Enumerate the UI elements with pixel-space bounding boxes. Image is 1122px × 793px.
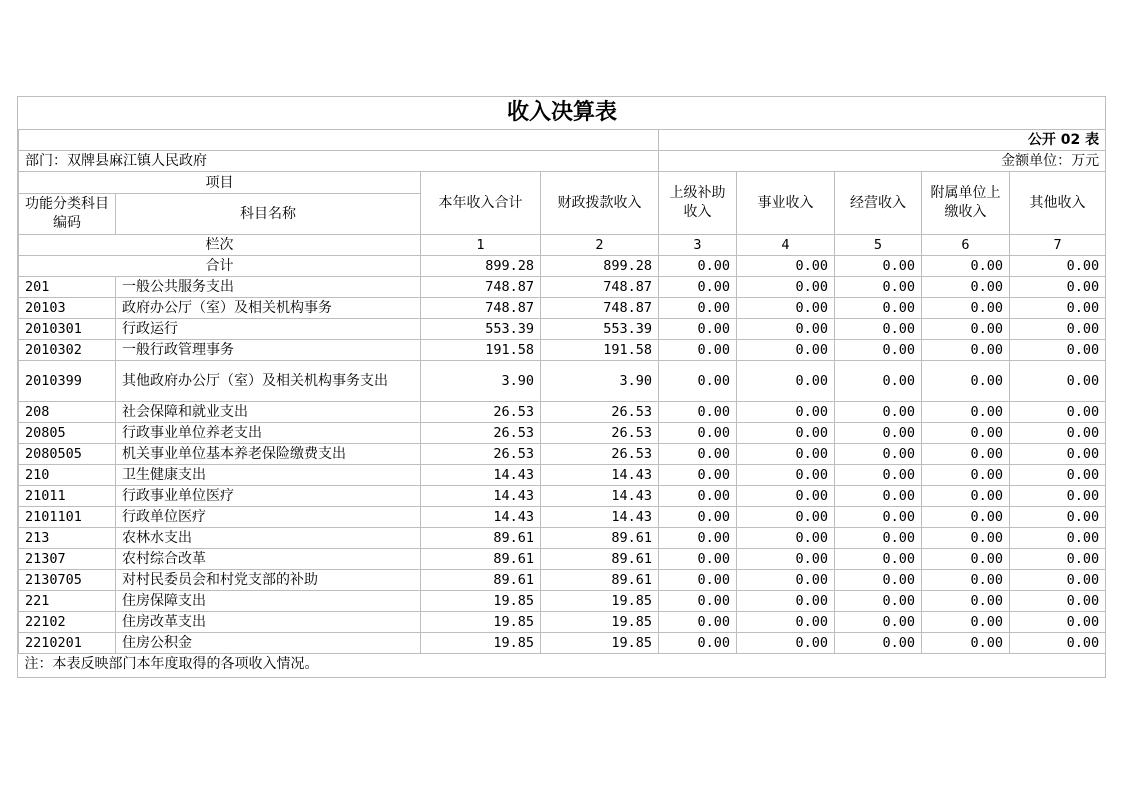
table-row — [19, 528, 1106, 549]
subject-name-cell: 行政运行 — [116, 319, 421, 340]
form-code: 公开 02 表 — [659, 130, 1106, 151]
amount-cell: 0.00 — [922, 507, 1010, 528]
amount-cell: 0.00 — [1010, 528, 1106, 549]
amount-cell: 0.00 — [737, 444, 835, 465]
amount-cell: 0.00 — [835, 402, 922, 423]
amount-cell: 14.43 — [541, 465, 659, 486]
amount-cell: 0.00 — [737, 402, 835, 423]
amount-cell: 3.90 — [541, 361, 659, 402]
function-code-cell: 2210201 — [19, 633, 116, 654]
amount-cell: 553.39 — [541, 319, 659, 340]
subject-name-cell: 行政单位医疗 — [116, 507, 421, 528]
amount-cell: 0.00 — [659, 486, 737, 507]
amount-cell: 0.00 — [922, 570, 1010, 591]
page-title: 收入决算表 — [19, 97, 1106, 130]
footnote: 注：本表反映部门本年度取得的各项收入情况。 — [19, 654, 1106, 675]
amount-cell: 0.00 — [737, 612, 835, 633]
amount-cell: 0.00 — [835, 528, 922, 549]
function-code-cell: 2010301 — [19, 319, 116, 340]
amount-cell: 0.00 — [922, 340, 1010, 361]
amount-cell: 89.61 — [541, 570, 659, 591]
amount-cell: 19.85 — [421, 591, 541, 612]
function-code-cell: 221 — [19, 591, 116, 612]
amount-cell: 0.00 — [1010, 507, 1106, 528]
function-code-cell: 22102 — [19, 612, 116, 633]
amount-cell: 0.00 — [922, 486, 1010, 507]
amount-cell: 0.00 — [922, 402, 1010, 423]
subject-name-cell: 住房公积金 — [116, 633, 421, 654]
other-income-header: 其他收入 — [1010, 172, 1106, 235]
amount-cell: 89.61 — [421, 528, 541, 549]
amount-cell: 0.00 — [1010, 277, 1106, 298]
amount-cell: 0.00 — [1010, 591, 1106, 612]
amount-cell: 0.00 — [835, 361, 922, 402]
amount-cell: 0.00 — [659, 298, 737, 319]
amount-cell: 0.00 — [659, 528, 737, 549]
amount-cell: 14.43 — [421, 486, 541, 507]
amount-cell: 0.00 — [922, 319, 1010, 340]
amount-cell: 191.58 — [421, 340, 541, 361]
subject-name-cell: 行政事业单位养老支出 — [116, 423, 421, 444]
total-value-cell: 0.00 — [659, 256, 737, 277]
total-value-cell: 0.00 — [835, 256, 922, 277]
total-income-header: 本年收入合计 — [421, 172, 541, 235]
subject-name-cell: 住房保障支出 — [116, 591, 421, 612]
column-index-cell: 3 — [659, 235, 737, 256]
table-row — [19, 591, 1106, 612]
amount-cell: 0.00 — [659, 465, 737, 486]
amount-cell: 0.00 — [835, 507, 922, 528]
amount-cell: 0.00 — [922, 298, 1010, 319]
amount-cell: 3.90 — [421, 361, 541, 402]
amount-cell: 26.53 — [421, 402, 541, 423]
amount-cell: 0.00 — [1010, 570, 1106, 591]
amount-cell: 0.00 — [737, 361, 835, 402]
amount-cell: 0.00 — [1010, 486, 1106, 507]
table-row — [19, 402, 1106, 423]
subject-name-cell: 农村综合改革 — [116, 549, 421, 570]
amount-cell: 19.85 — [421, 633, 541, 654]
amount-cell: 0.00 — [1010, 298, 1106, 319]
subject-name-cell: 机关事业单位基本养老保险缴费支出 — [116, 444, 421, 465]
table-row — [19, 319, 1106, 340]
function-code-cell: 213 — [19, 528, 116, 549]
amount-cell: 19.85 — [541, 633, 659, 654]
subject-name-header: 科目名称 — [116, 194, 421, 235]
total-value-cell: 0.00 — [737, 256, 835, 277]
total-value-cell: 0.00 — [1010, 256, 1106, 277]
amount-cell: 0.00 — [659, 402, 737, 423]
amount-cell: 0.00 — [737, 591, 835, 612]
amount-cell: 0.00 — [659, 507, 737, 528]
amount-cell: 0.00 — [835, 633, 922, 654]
function-code-cell: 2101101 — [19, 507, 116, 528]
function-code-cell: 208 — [19, 402, 116, 423]
amount-cell: 0.00 — [835, 486, 922, 507]
function-code-cell: 20103 — [19, 298, 116, 319]
table-row — [19, 549, 1106, 570]
function-code-cell: 2010399 — [19, 361, 116, 402]
amount-cell: 748.87 — [541, 277, 659, 298]
amount-cell: 748.87 — [421, 298, 541, 319]
subject-name-cell: 卫生健康支出 — [116, 465, 421, 486]
amount-cell: 26.53 — [541, 402, 659, 423]
amount-cell: 14.43 — [541, 486, 659, 507]
column-index-label: 栏次 — [19, 235, 421, 256]
amount-cell: 0.00 — [835, 423, 922, 444]
amount-cell: 0.00 — [835, 277, 922, 298]
amount-cell: 26.53 — [541, 444, 659, 465]
amount-cell: 19.85 — [541, 591, 659, 612]
income-table — [18, 97, 1106, 675]
amount-cell: 191.58 — [541, 340, 659, 361]
operating-income-header: 经营收入 — [835, 172, 922, 235]
amount-cell: 26.53 — [541, 423, 659, 444]
total-value-cell: 0.00 — [922, 256, 1010, 277]
table-row — [19, 423, 1106, 444]
amount-cell: 0.00 — [922, 444, 1010, 465]
table-row — [19, 633, 1106, 654]
subject-name-cell: 一般行政管理事务 — [116, 340, 421, 361]
amount-cell: 0.00 — [659, 423, 737, 444]
amount-cell: 0.00 — [659, 319, 737, 340]
amount-cell: 0.00 — [659, 612, 737, 633]
amount-cell: 0.00 — [737, 633, 835, 654]
amount-cell: 89.61 — [541, 549, 659, 570]
function-code-cell: 21307 — [19, 549, 116, 570]
amount-cell: 0.00 — [737, 277, 835, 298]
amount-cell: 14.43 — [421, 507, 541, 528]
amount-cell: 0.00 — [835, 591, 922, 612]
amount-cell: 0.00 — [737, 298, 835, 319]
amount-cell: 0.00 — [835, 340, 922, 361]
column-index-cell: 1 — [421, 235, 541, 256]
income-statement-sheet — [17, 96, 1106, 678]
subject-name-cell: 行政事业单位医疗 — [116, 486, 421, 507]
amount-cell: 748.87 — [421, 277, 541, 298]
total-row-label: 合计 — [19, 256, 421, 277]
amount-cell: 0.00 — [659, 570, 737, 591]
amount-cell: 14.43 — [541, 507, 659, 528]
table-row — [19, 298, 1106, 319]
amount-cell: 0.00 — [922, 633, 1010, 654]
table-row — [19, 570, 1106, 591]
project-header: 项目 — [19, 172, 421, 194]
amount-cell: 0.00 — [922, 549, 1010, 570]
subject-name-cell: 其他政府办公厅（室）及相关机构事务支出 — [116, 361, 421, 402]
table-row — [19, 486, 1106, 507]
amount-cell: 0.00 — [1010, 319, 1106, 340]
amount-cell: 26.53 — [421, 444, 541, 465]
amount-cell: 0.00 — [737, 319, 835, 340]
column-index-cell: 6 — [922, 235, 1010, 256]
subject-name-cell: 住房改革支出 — [116, 612, 421, 633]
amount-cell: 0.00 — [1010, 549, 1106, 570]
amount-cell: 0.00 — [835, 465, 922, 486]
amount-cell: 0.00 — [835, 444, 922, 465]
department-label: 部门：双牌县麻江镇人民政府 — [19, 151, 659, 172]
amount-cell: 0.00 — [737, 486, 835, 507]
table-row — [19, 507, 1106, 528]
amount-cell: 0.00 — [1010, 612, 1106, 633]
amount-cell: 0.00 — [922, 528, 1010, 549]
subject-name-cell: 农林水支出 — [116, 528, 421, 549]
amount-cell: 0.00 — [1010, 423, 1106, 444]
amount-cell: 0.00 — [835, 570, 922, 591]
amount-cell: 0.00 — [737, 549, 835, 570]
business-income-header: 事业收入 — [737, 172, 835, 235]
subject-name-cell: 对村民委员会和村党支部的补助 — [116, 570, 421, 591]
subject-name-cell: 政府办公厅（室）及相关机构事务 — [116, 298, 421, 319]
function-code-cell: 21011 — [19, 486, 116, 507]
column-index-cell: 4 — [737, 235, 835, 256]
function-code-cell: 210 — [19, 465, 116, 486]
table-row — [19, 277, 1106, 298]
function-code-cell: 201 — [19, 277, 116, 298]
amount-cell: 0.00 — [737, 465, 835, 486]
amount-cell: 26.53 — [421, 423, 541, 444]
amount-cell: 0.00 — [922, 423, 1010, 444]
amount-cell: 0.00 — [737, 570, 835, 591]
amount-cell: 0.00 — [835, 612, 922, 633]
amount-cell: 0.00 — [659, 444, 737, 465]
amount-cell: 0.00 — [737, 528, 835, 549]
table-row — [19, 444, 1106, 465]
amount-cell: 0.00 — [659, 633, 737, 654]
amount-cell: 0.00 — [1010, 340, 1106, 361]
amount-cell: 19.85 — [541, 612, 659, 633]
amount-cell: 89.61 — [421, 549, 541, 570]
amount-cell: 748.87 — [541, 298, 659, 319]
total-value-cell: 899.28 — [421, 256, 541, 277]
superior-income-header: 上级补助收入 — [659, 172, 737, 235]
amount-cell: 0.00 — [659, 361, 737, 402]
amount-cell: 553.39 — [421, 319, 541, 340]
table-row — [19, 612, 1106, 633]
affiliated-income-header: 附属单位上缴收入 — [922, 172, 1010, 235]
function-code-cell: 2080505 — [19, 444, 116, 465]
table-row — [19, 465, 1106, 486]
amount-cell: 0.00 — [659, 591, 737, 612]
amount-cell: 0.00 — [922, 465, 1010, 486]
function-code-cell: 20805 — [19, 423, 116, 444]
amount-cell: 0.00 — [737, 340, 835, 361]
column-index-cell: 2 — [541, 235, 659, 256]
table-row — [19, 340, 1106, 361]
amount-cell: 0.00 — [922, 591, 1010, 612]
amount-cell: 19.85 — [421, 612, 541, 633]
fiscal-income-header: 财政拨款收入 — [541, 172, 659, 235]
amount-cell: 0.00 — [659, 277, 737, 298]
amount-cell: 0.00 — [659, 340, 737, 361]
amount-cell: 0.00 — [737, 423, 835, 444]
total-value-cell: 899.28 — [541, 256, 659, 277]
amount-cell: 0.00 — [835, 319, 922, 340]
amount-cell: 0.00 — [922, 277, 1010, 298]
table-row — [19, 361, 1106, 402]
amount-cell: 0.00 — [659, 549, 737, 570]
subject-name-cell: 一般公共服务支出 — [116, 277, 421, 298]
amount-cell: 0.00 — [1010, 465, 1106, 486]
function-code-cell: 2130705 — [19, 570, 116, 591]
subject-name-cell: 社会保障和就业支出 — [116, 402, 421, 423]
amount-cell: 89.61 — [541, 528, 659, 549]
amount-cell: 0.00 — [1010, 361, 1106, 402]
column-index-cell: 5 — [835, 235, 922, 256]
amount-cell: 0.00 — [1010, 633, 1106, 654]
amount-cell: 0.00 — [1010, 402, 1106, 423]
amount-cell: 0.00 — [1010, 444, 1106, 465]
unit-label: 金额单位：万元 — [659, 151, 1106, 172]
column-index-cell: 7 — [1010, 235, 1106, 256]
amount-cell: 0.00 — [922, 612, 1010, 633]
amount-cell: 0.00 — [835, 298, 922, 319]
header-blank-left — [19, 130, 659, 151]
amount-cell: 0.00 — [835, 549, 922, 570]
amount-cell: 14.43 — [421, 465, 541, 486]
amount-cell: 89.61 — [421, 570, 541, 591]
amount-cell: 0.00 — [737, 507, 835, 528]
amount-cell: 0.00 — [922, 361, 1010, 402]
function-code-cell: 2010302 — [19, 340, 116, 361]
func-code-header: 功能分类科目编码 — [19, 194, 116, 235]
